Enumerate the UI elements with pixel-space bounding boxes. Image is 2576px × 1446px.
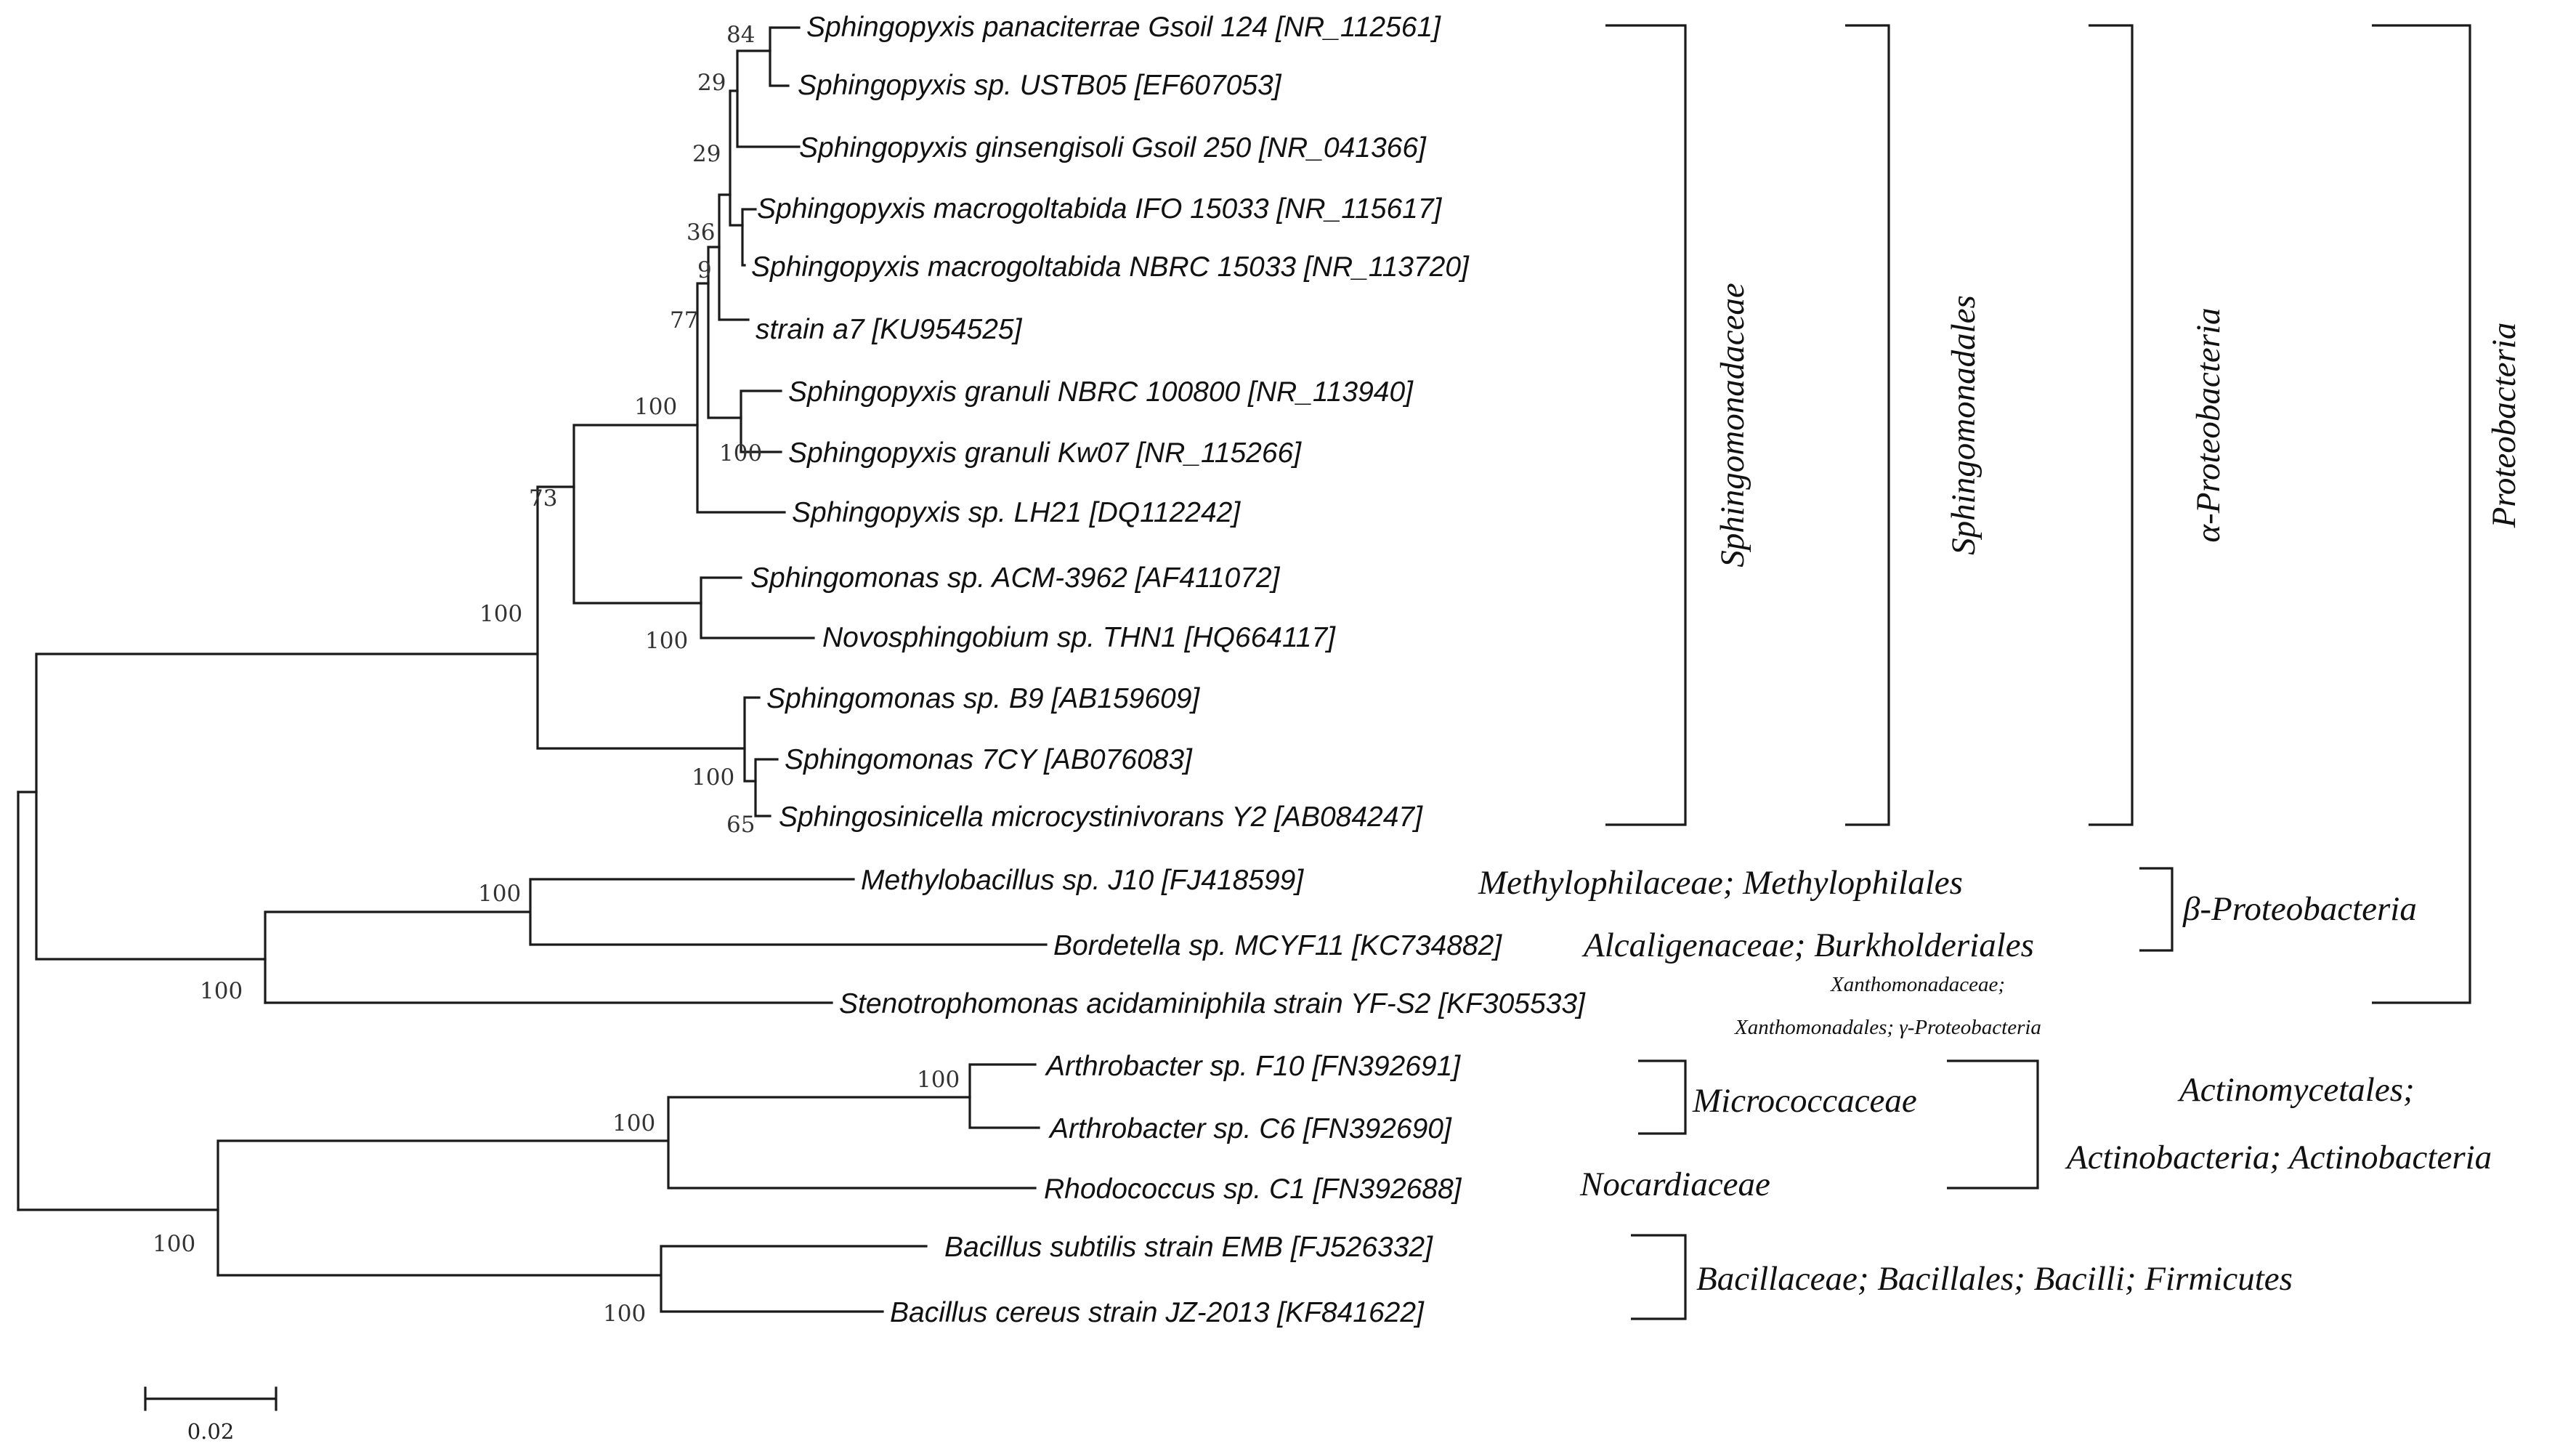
bootstrap-value: 73 xyxy=(529,485,558,512)
bootstrap-value: 65 xyxy=(726,812,756,838)
sphingomonadales-bracket xyxy=(1845,25,1889,825)
leaf-label: Bacillus subtilis strain EMB [FJ526332] xyxy=(944,1232,1433,1263)
bootstrap-value: 100 xyxy=(479,601,523,627)
taxon-xanthomonadales: Xanthomonadales; γ-Proteobacteria xyxy=(1735,1016,2041,1039)
bootstrap-value: 36 xyxy=(686,219,716,246)
taxon-beta-proteobacteria: β-Proteobacteria xyxy=(2183,890,2417,928)
leaf-label: Sphingosinicella microcystinivorans Y2 [AB084247] xyxy=(779,801,1422,833)
taxonomy-labels xyxy=(1478,283,2523,1298)
taxonomy-brackets xyxy=(1605,25,2470,1319)
taxon-bacillaceae: Bacillaceae; Bacillales; Bacilli; Firmicutes xyxy=(1696,1260,2293,1298)
sphingomonas-b9-node xyxy=(745,698,759,781)
taxon-actinomycetales: Actinomycetales; xyxy=(2179,1071,2415,1109)
leaf-label: Sphingopyxis macrogoltabida NBRC 15033 [NR_113720] xyxy=(751,251,1469,283)
leaf-label: Bacillus cereus strain JZ-2013 [KF841622] xyxy=(890,1297,1424,1328)
leaf-label: Methylobacillus sp. J10 [FJ418599] xyxy=(861,865,1304,896)
node-65 xyxy=(756,759,777,816)
sphingomonadaceae-node xyxy=(538,487,745,748)
leaf-label: Sphingopyxis granuli Kw07 [NR_115266] xyxy=(788,437,1302,469)
node-36 xyxy=(719,195,748,320)
taxon-alpha-proteobacteria: α-Proteobacteria xyxy=(2190,307,2227,543)
scale-bar-line xyxy=(145,1388,276,1410)
leaf-label: Sphingopyxis sp. USTB05 [EF607053] xyxy=(798,70,1281,101)
leaf-label: Sphingomonas sp. B9 [AB159609] xyxy=(766,683,1200,714)
arthrobacter-node xyxy=(970,1065,1039,1128)
beta-proteobacteria-node xyxy=(265,879,1046,1003)
bootstrap-value: 100 xyxy=(153,1231,196,1257)
bootstrap-value: 100 xyxy=(634,394,678,420)
leaf-label: Arthrobacter sp. C6 [FN392690] xyxy=(1050,1113,1451,1144)
bootstrap-value: 100 xyxy=(612,1110,656,1136)
beta-proteobacteria-bracket xyxy=(2139,868,2172,950)
leaf-label: Sphingopyxis panaciterrae Gsoil 124 [NR_112561] xyxy=(806,12,1441,43)
node-9 xyxy=(708,247,741,418)
proteobacteria-node xyxy=(36,654,538,959)
leaf-label: Sphingopyxis macrogoltabida IFO 15033 [NR_115617] xyxy=(757,193,1442,225)
leaf-label: Arthrobacter sp. F10 [FN392691] xyxy=(1046,1051,1461,1082)
leaf-label: Sphingomonas sp. ACM-3962 [AF411072] xyxy=(750,562,1280,594)
bacillus-node xyxy=(218,1246,926,1312)
bootstrap-value: 9 xyxy=(697,257,712,283)
scale-bar xyxy=(145,1388,276,1444)
bootstrap-value: 100 xyxy=(200,978,243,1004)
alpha-proteobacteria-bracket xyxy=(2089,25,2132,825)
leaf-label: strain a7 [KU954525] xyxy=(756,314,1022,345)
scale-bar-label: 0.02 xyxy=(187,1419,235,1444)
node-84 xyxy=(770,28,799,86)
leaf-label: Stenotrophomonas acidaminiphila strain YF-S2 [KF305533] xyxy=(839,988,1585,1019)
leaf-label: Sphingopyxis granuli NBRC 100800 [NR_113940] xyxy=(788,376,1413,408)
leaf-label: Sphingomonas 7CY [AB076083] xyxy=(785,744,1192,775)
micrococcaceae-bracket xyxy=(1638,1061,1685,1134)
taxon-xanthomonadaceae: Xanthomonadaceae; xyxy=(1831,973,2005,996)
bootstrap-value: 29 xyxy=(697,70,726,96)
leaf-label: Rhodococcus sp. C1 [FN392688] xyxy=(1044,1174,1462,1205)
bootstrap-value: 100 xyxy=(645,628,689,654)
node-29-upper xyxy=(737,51,799,147)
taxon-alcaligenaceae: Alcaligenaceae; Burkholderiales xyxy=(1584,926,2034,964)
actinobacteria-bracket xyxy=(1947,1061,2038,1188)
taxon-actinobacteria: Actinobacteria; Actinobacteria xyxy=(2067,1139,2492,1176)
taxon-proteobacteria: Proteobacteria xyxy=(2485,322,2523,528)
bootstrap-value: 77 xyxy=(670,307,699,334)
leaf-label: Sphingopyxis sp. LH21 [DQ112242] xyxy=(792,497,1241,528)
taxon-nocardiaceae: Nocardiaceae xyxy=(1580,1166,1770,1203)
proteobacteria-bracket xyxy=(2372,25,2470,1003)
bootstrap-value: 100 xyxy=(692,764,735,791)
taxon-methylophilaceae: Methylophilaceae; Methylophilales xyxy=(1478,864,1963,902)
bootstrap-value: 29 xyxy=(692,141,721,167)
sphingopyxis-clade-node xyxy=(574,425,701,603)
sphingomonadaceae-bracket xyxy=(1605,25,1685,825)
bootstrap-value: 100 xyxy=(917,1067,960,1093)
leaf-label: Bordetella sp. MCYF11 [KC734882] xyxy=(1053,930,1502,961)
leaf-labels xyxy=(750,12,1586,1328)
bootstrap-value: 84 xyxy=(726,22,756,48)
taxon-sphingomonadaceae: Sphingomonadaceae xyxy=(1714,283,1751,568)
bootstrap-value: 100 xyxy=(478,881,522,907)
bootstrap-value: 100 xyxy=(719,440,763,466)
leaf-label: Novosphingobium sp. THN1 [HQ664117] xyxy=(822,622,1335,653)
taxon-sphingomonadales: Sphingomonadales xyxy=(1945,295,1982,555)
taxon-micrococcaceae: Micrococcaceae xyxy=(1693,1082,1917,1120)
bootstrap-value: 100 xyxy=(603,1301,647,1327)
leaf-label: Sphingopyxis ginsengisoli Gsoil 250 [NR_041366] xyxy=(799,132,1426,163)
bacillaceae-bracket xyxy=(1631,1235,1685,1319)
